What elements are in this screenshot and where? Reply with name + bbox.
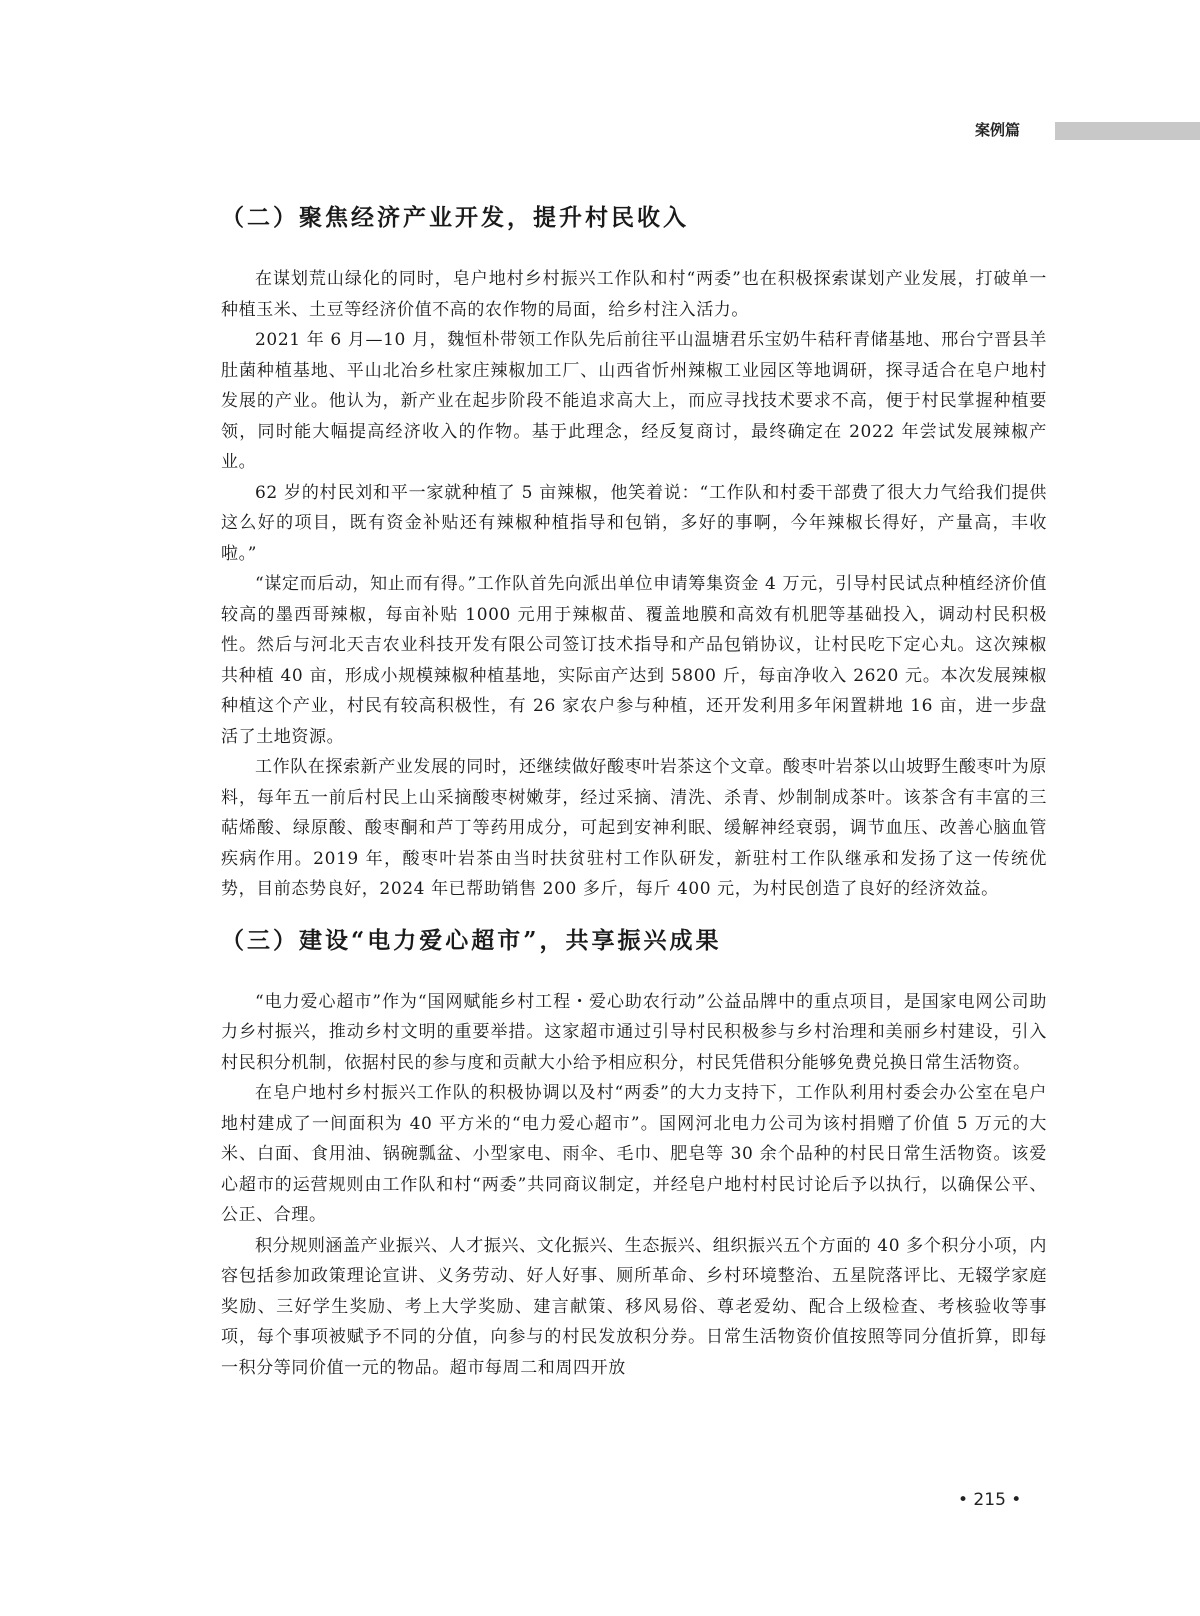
paragraph: “谋定而后动，知止而有得。”工作队首先向派出单位申请筹集资金 4 万元，引导村民试点种植经济价值较高的墨西哥辣椒，每亩补贴 1000 元用于辣椒苗、覆盖地膜和高效有机肥等基础投入，调动村民积极性。然后与河北天吉农业科技开发有限公司签订技术指导和产品包销协议，让村民吃下定心丸。这次辣椒共种植 40 亩，形成小规模辣椒种植基地，实际亩产达到 5800 斤，每亩净收入 2620 元。本次发展辣椒种植这个产业，村民有较高积极性，有 26 家农户参与种植，还开发利用多年闲置耕地 16 亩，进一步盘活了土地资源。 bbox=[221, 574, 1047, 747]
paragraph: “电力爱心超市”作为“国网赋能乡村工程・爱心助农行动”公益品牌中的重点项目，是国家电网公司助力乡村振兴，推动乡村文明的重要举措。这家超市通过引导村民积极参与乡村治理和美丽乡村建设，引入村民积分机制，依据村民的参与度和贡献大小给予相应积分，村民凭借积分能够免费兑换日常生活物资。 bbox=[221, 991, 1047, 1073]
section-heading: （三）建设“电力爱心超市”，共享振兴成果 bbox=[221, 926, 722, 954]
header-decoration-bar bbox=[1055, 122, 1200, 140]
page-body bbox=[221, 196, 1047, 1383]
page-number: • 215 • bbox=[958, 1490, 1022, 1510]
paragraph: 在皂户地村乡村振兴工作队的积极协调以及村“两委”的大力支持下，工作队利用村委会办公室在皂户地村建成了一间面积为 40 平方米的“电力爱心超市”。国网河北电力公司为该村捐赠了价值 5 万元的大米、白面、食用油、锅碗瓢盆、小型家电、雨伞、毛巾、肥皂等 30 余个品种的村民日常生活物资。该爱心超市的运营规则由工作队和村“两委”共同商议制定，并经皂户地村村民讨论后予以执行，以确保公平、公正、合理。 bbox=[221, 1083, 1047, 1225]
running-header bbox=[0, 118, 1200, 142]
paragraph: 积分规则涵盖产业振兴、人才振兴、文化振兴、生态振兴、组织振兴五个方面的 40 多个积分小项，内容包括参加政策理论宣讲、义务劳动、好人好事、厕所革命、乡村环境整治、五星院落评比、无辍学家庭奖励、三好学生奖励、考上大学奖励、建言献策、移风易俗、尊老爱幼、配合上级检查、考核验收等事项，每个事项被赋予不同的分值，向参与的村民发放积分券。日常生活物资价值按照等同分值折算，即每一积分等同价值一元的物品。超市每周二和周四开放 bbox=[221, 1235, 1047, 1378]
section-label: 案例篇 bbox=[974, 121, 1020, 139]
section-heading: （二）聚焦经济产业开发，提升村民收入 bbox=[221, 204, 689, 231]
paragraph: 62 岁的村民刘和平一家就种植了 5 亩辣椒，他笑着说：“工作队和村委干部费了很大力气给我们提供这么好的项目，既有资金补贴还有辣椒种植指导和包销，多好的事啊，今年辣椒长得好，产量高，丰收啦。” bbox=[221, 482, 1047, 564]
paragraph: 在谋划荒山绿化的同时，皂户地村乡村振兴工作队和村“两委”也在积极探索谋划产业发展，打破单一种植玉米、土豆等经济价值不高的农作物的局面，给乡村注入活力。 bbox=[221, 269, 1047, 320]
paragraph: 2021 年 6 月—10 月，魏恒朴带领工作队先后前往平山温塘君乐宝奶牛秸秆青储基地、邢台宁晋县羊肚菌种植基地、平山北冶乡杜家庄辣椒加工厂、山西省忻州辣椒工业园区等地调研，探寻适合在皂户地村发展的产业。他认为，新产业在起步阶段不能追求高大上，而应寻找技术要求不高，便于村民掌握种植要领，同时能大幅提高经济收入的作物。基于此理念，经反复商讨，最终确定在 2022 年尝试发展辣椒产业。 bbox=[221, 330, 1047, 472]
paragraph: 工作队在探索新产业发展的同时，还继续做好酸枣叶岩茶这个文章。酸枣叶岩茶以山坡野生酸枣叶为原料，每年五一前后村民上山采摘酸枣树嫩芽，经过采摘、清洗、杀青、炒制制成茶叶。该茶含有丰富的三萜烯酸、绿原酸、酸枣酮和芦丁等药用成分，可起到安神利眠、缓解神经衰弱，调节血压、改善心脑血管疾病作用。2019 年，酸枣叶岩茶由当时扶贫驻村工作队研发，新驻村工作队继承和发扬了这一传统优势，目前态势良好，2024 年已帮助销售 200 多斤，每斤 400 元，为村民创造了良好的经济效益。 bbox=[221, 757, 1047, 899]
